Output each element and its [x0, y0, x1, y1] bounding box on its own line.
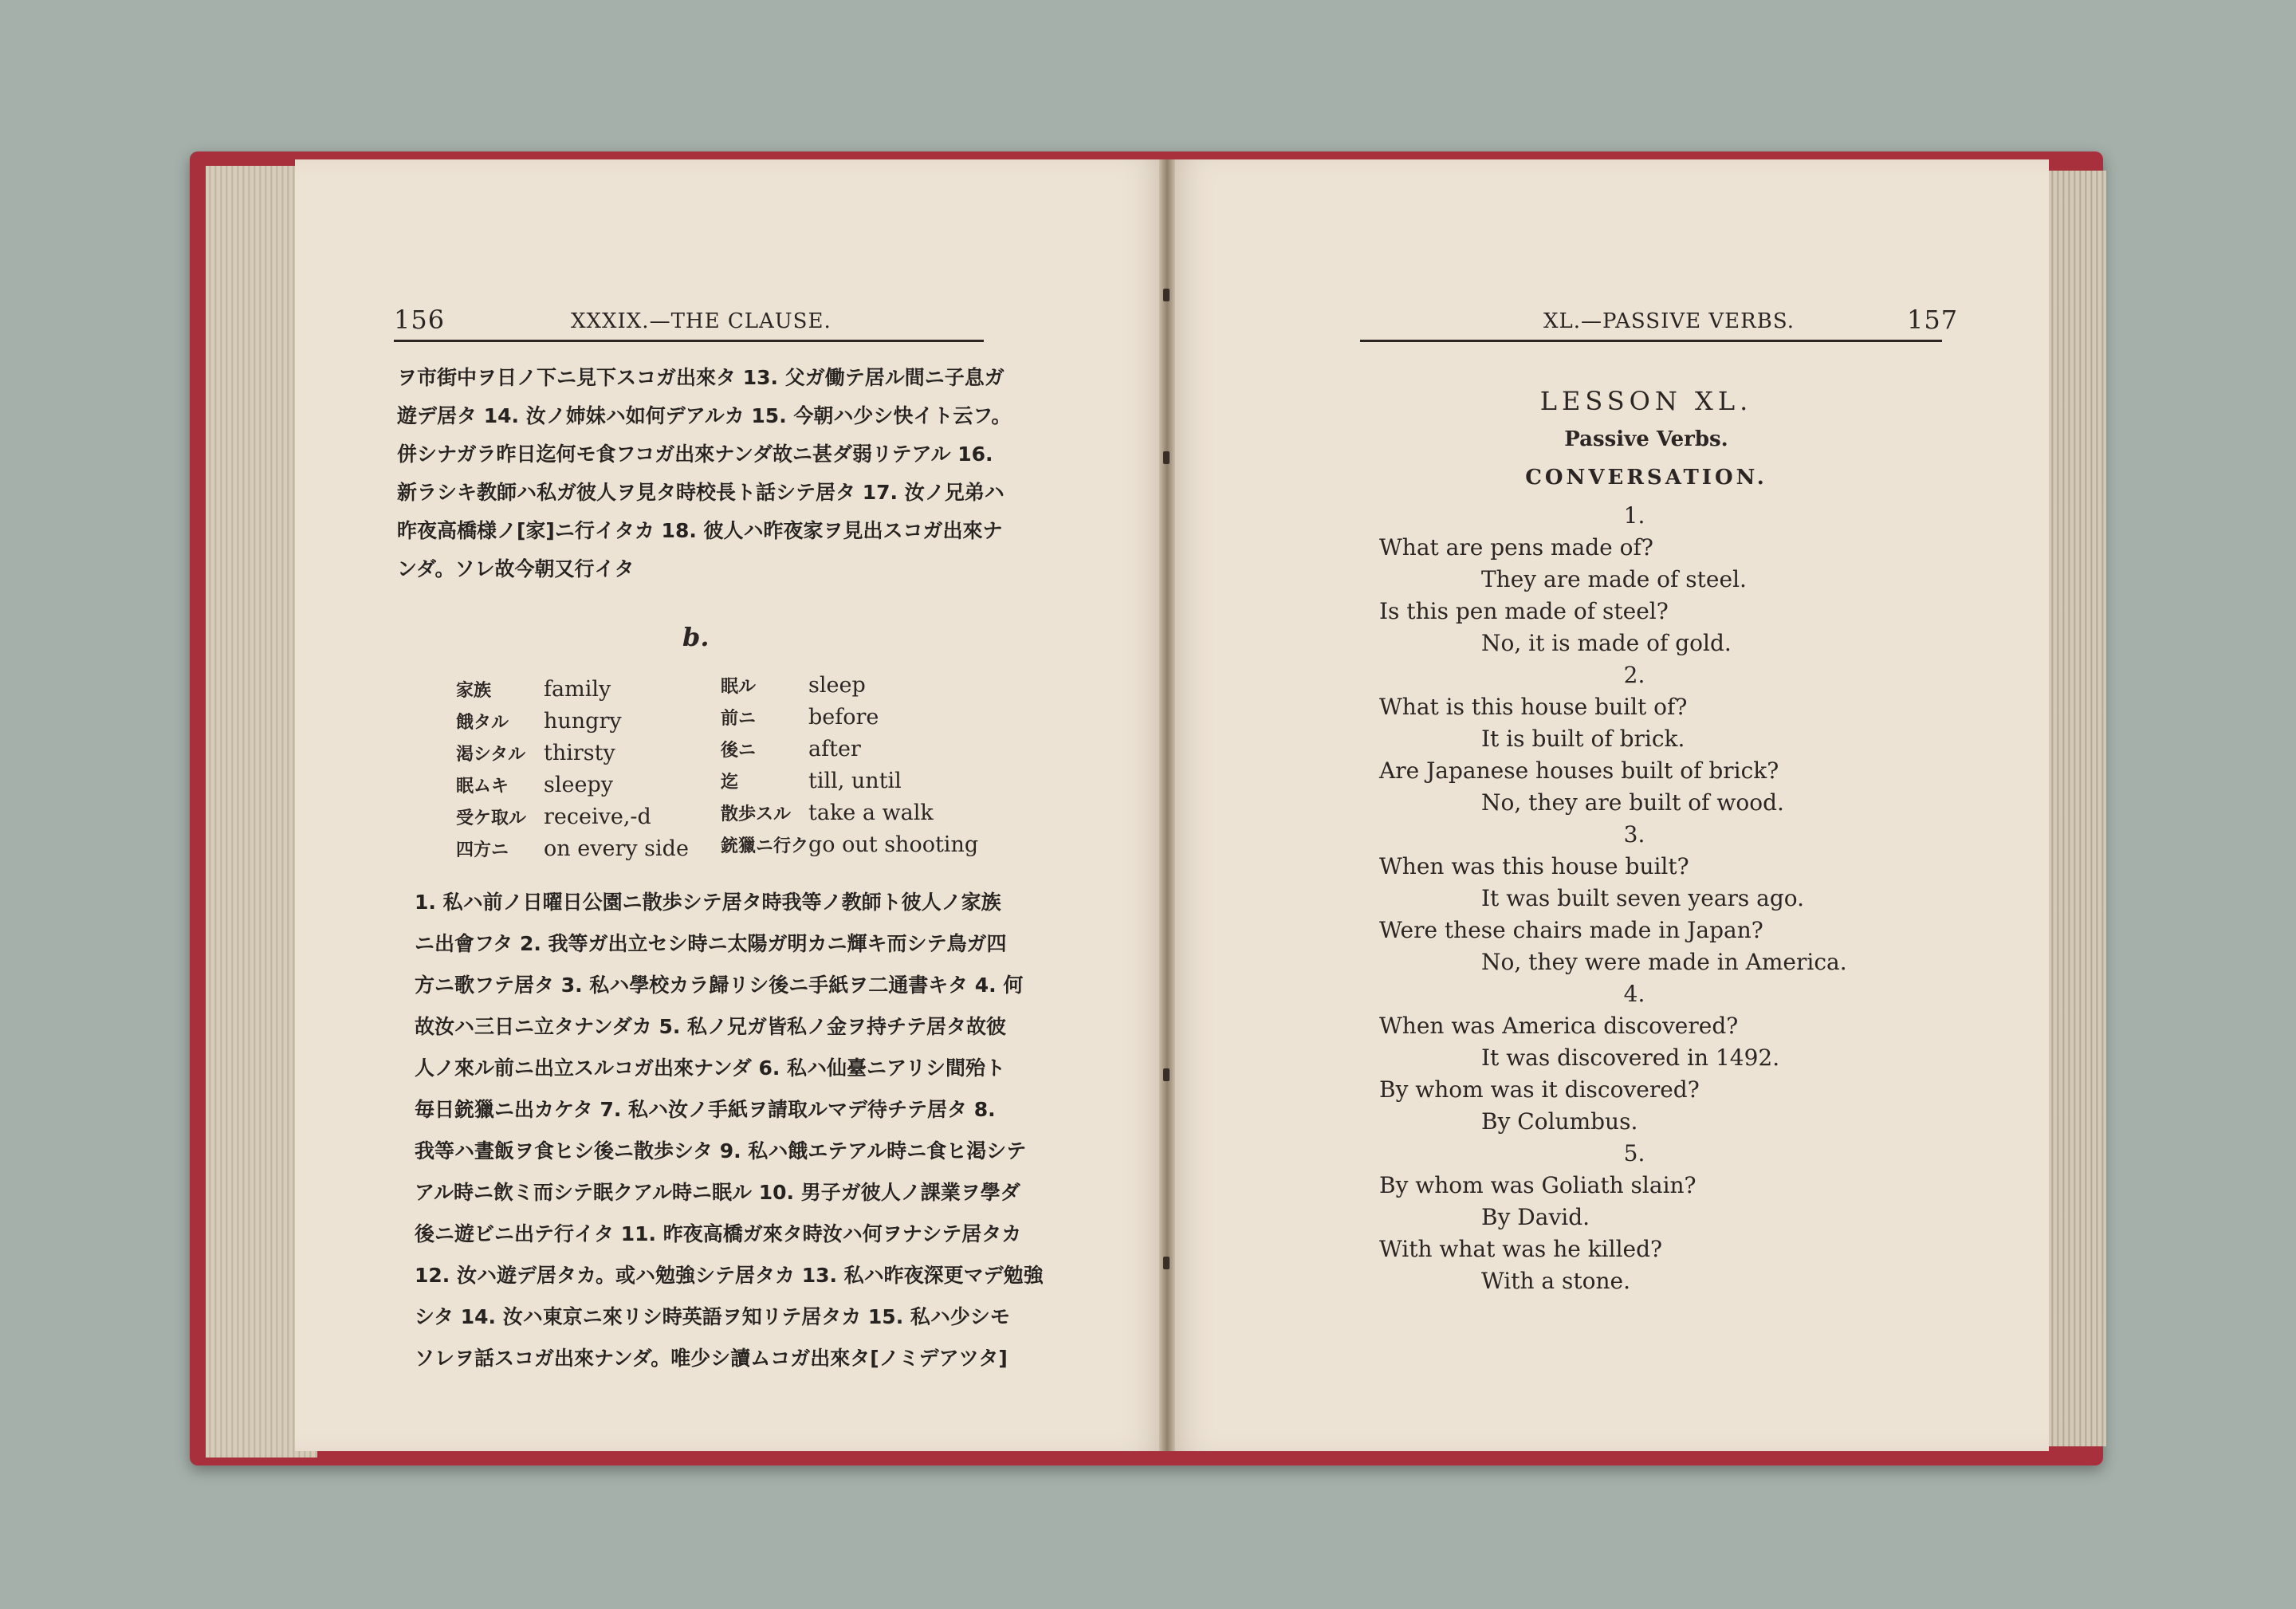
answer-line: By David. [1481, 1204, 1590, 1230]
vocabulary-japanese: 眠ムキ [456, 777, 509, 797]
text-line: アル時ニ飲ミ而シテ眠クアル時ニ眠ル 10. 男子ガ彼人ノ課業ヲ學ダ [415, 1181, 1020, 1204]
vocabulary-english: receive,-d [544, 804, 651, 829]
vocabulary-japanese: 渇シタル [456, 745, 526, 765]
vocabulary-japanese: 散歩スル [721, 804, 792, 824]
question-line: When was this house built? [1379, 853, 1689, 879]
vocabulary-japanese: 迄 [721, 773, 739, 793]
vocabulary-column [456, 674, 689, 865]
text-line: 遊デ居タ 14. 汝ノ姉妹ハ如何デアルカ 15. 今朝ハ少シ快イト云フ。 [397, 404, 1012, 427]
vocabulary-english: take a walk [808, 801, 934, 825]
text-line: 昨夜高橋様ノ[家]ニ行イタカ 18. 彼人ハ昨夜家ヲ見出スコガ出來ナ [397, 519, 1003, 542]
answer-line: It was discovered in 1492. [1481, 1044, 1780, 1071]
question-line: Were these chairs made in Japan? [1379, 917, 1763, 943]
vocabulary-entry [721, 734, 978, 765]
answer-line: They are made of steel. [1481, 566, 1747, 592]
vocabulary-japanese: 銃獵ニ行ク [721, 836, 809, 856]
text-line: ソレヲ話スコガ出來ナンダ。唯少シ讀ムコガ出來タ[ノミデアツタ] [415, 1347, 1008, 1370]
vocabulary-entry [456, 674, 689, 706]
vocabulary-japanese: 後ニ [721, 741, 757, 761]
right-running-head: XL.—PASSIVE VERBS. [1543, 309, 1795, 333]
vocabulary-english: thirsty [544, 741, 615, 765]
text-line: 毎日銃獵ニ出カケタ 7. 私ハ汝ノ手紙ヲ請取ルマデ待チテ居タ 8. [415, 1098, 996, 1121]
question-line: With what was he killed? [1379, 1236, 1663, 1262]
question-line: What is this house built of? [1379, 694, 1688, 720]
text-line: ニ出會フタ 2. 我等ガ出立セシ時ニ太陽ガ明カニ輝キ而シテ鳥ガ四 [415, 932, 1007, 955]
answer-line: By Columbus. [1481, 1108, 1638, 1135]
section-letter: b. [682, 622, 710, 652]
vocabulary-english: hungry [544, 709, 622, 734]
vocabulary-column [721, 670, 978, 861]
binding-stitch [1163, 289, 1170, 301]
vocabulary-entry [721, 702, 978, 734]
vocabulary-english: till, until [808, 769, 902, 793]
vocabulary-entry [456, 769, 689, 801]
answer-line: It was built seven years ago. [1481, 885, 1805, 911]
japanese-exercise-a [397, 359, 1012, 588]
section-number: 3. [1623, 821, 1645, 848]
conversation-body [1379, 500, 1889, 1297]
answer-line: It is built of brick. [1481, 726, 1685, 752]
binding-stitch [1163, 1257, 1170, 1269]
question-line: By whom was it discovered? [1379, 1076, 1700, 1103]
text-line: 併シナガラ昨日迄何モ食フコガ出來ナンダ故ニ甚ダ弱リテアル 16. [397, 443, 993, 466]
section-number: 2. [1623, 662, 1645, 688]
question-line: When was America discovered? [1379, 1013, 1739, 1039]
text-line: ヲ市街中ヲ日ノ下ニ見下スコガ出來タ 13. 父ガ働テ居ル間ニ子息ガ [397, 366, 1005, 389]
right-page-number: 157 [1907, 305, 1959, 335]
vocabulary-japanese: 前ニ [721, 709, 757, 729]
answer-line: No, it is made of gold. [1481, 630, 1732, 656]
lesson-title: LESSON XL. [1539, 386, 1753, 416]
vocabulary-english: family [544, 677, 611, 702]
answer-line: No, they are built of wood. [1481, 789, 1784, 816]
vocabulary-english: on every side [544, 836, 689, 861]
text-line: 我等ハ晝飯ヲ食ヒシ後ニ散歩シタ 9. 私ハ餓エテアル時ニ食ヒ渇シテ [415, 1139, 1027, 1162]
text-line: 新ラシキ教師ハ私ガ彼人ヲ見タ時校長ト話シテ居タ 17. 汝ノ兄弟ハ [397, 481, 1005, 504]
vocabulary-english: after [808, 737, 861, 761]
vocabulary-entry [456, 833, 689, 865]
vocabulary-japanese: 四方ニ [456, 840, 509, 860]
text-line: 12. 汝ハ遊デ居タカ。或ハ勉強シテ居タカ 13. 私ハ昨夜深更マデ勉強 [415, 1264, 1044, 1287]
vocabulary-japanese: 受ケ取ル [456, 808, 527, 828]
text-line: ンダ。ソレ故今朝又行イタ [397, 557, 635, 580]
conversation-heading: CONVERSATION. [1525, 466, 1767, 490]
text-line: 1. 私ハ前ノ日曜日公園ニ散歩シテ居タ時我等ノ教師ト彼人ノ家族 [415, 891, 1001, 914]
vocabulary-english: before [808, 705, 879, 730]
question-line: Is this pen made of steel? [1379, 598, 1669, 624]
vocabulary-japanese: 眠ル [721, 677, 757, 697]
vocabulary-entry [456, 706, 689, 738]
vocabulary-japanese: 餓タル [456, 713, 509, 733]
text-line: 方ニ歌フテ居タ 3. 私ハ學校カラ歸リシ後ニ手紙ヲ二通書キタ 4. 何 [415, 974, 1024, 997]
vocabulary-english: sleep [808, 673, 866, 698]
vocabulary-english: go out shooting [808, 832, 979, 857]
text-line: 故汝ハ三日ニ立タナンダカ 5. 私ノ兄ガ皆私ノ金ヲ持チテ居タ故彼 [415, 1015, 1007, 1038]
text-line: 後ニ遊ビニ出テ行イタ 11. 昨夜高橋ガ來タ時汝ハ何ヲナシテ居タカ [415, 1222, 1022, 1245]
section-number: 4. [1623, 981, 1645, 1007]
lesson-subtitle: Passive Verbs. [1564, 427, 1728, 451]
question-line: What are pens made of? [1379, 534, 1653, 561]
right-header-rule [1360, 340, 1942, 342]
section-number: 1. [1623, 502, 1645, 529]
vocabulary-entry [456, 801, 689, 833]
text-line: 人ノ來ル前ニ出立スルコガ出來ナンダ 6. 私ハ仙臺ニアリシ間殆ト [415, 1056, 1006, 1080]
japanese-exercise-b [415, 882, 1044, 1379]
section-number: 5. [1623, 1140, 1645, 1166]
vocabulary-entry [721, 765, 978, 797]
question-line: Are Japanese houses built of brick? [1379, 757, 1779, 784]
vocabulary-entry [721, 670, 978, 702]
vocabulary-entry [721, 797, 978, 829]
text-line: シタ 14. 汝ハ東京ニ來リシ時英語ヲ知リテ居タカ 15. 私ハ少シモ [415, 1305, 1010, 1328]
vocabulary-entry [721, 829, 978, 861]
left-running-head: XXXIX.—THE CLAUSE. [571, 309, 832, 333]
vocabulary-english: sleepy [544, 773, 613, 797]
left-page-number: 156 [394, 305, 446, 335]
binding-stitch [1163, 451, 1170, 464]
vocabulary-japanese: 家族 [456, 681, 492, 701]
vocabulary-entry [456, 738, 689, 769]
answer-line: No, they were made in America. [1481, 949, 1847, 975]
question-line: By whom was Goliath slain? [1379, 1172, 1696, 1198]
answer-line: With a stone. [1481, 1268, 1631, 1294]
left-header-rule [394, 340, 984, 342]
binding-stitch [1163, 1068, 1170, 1081]
